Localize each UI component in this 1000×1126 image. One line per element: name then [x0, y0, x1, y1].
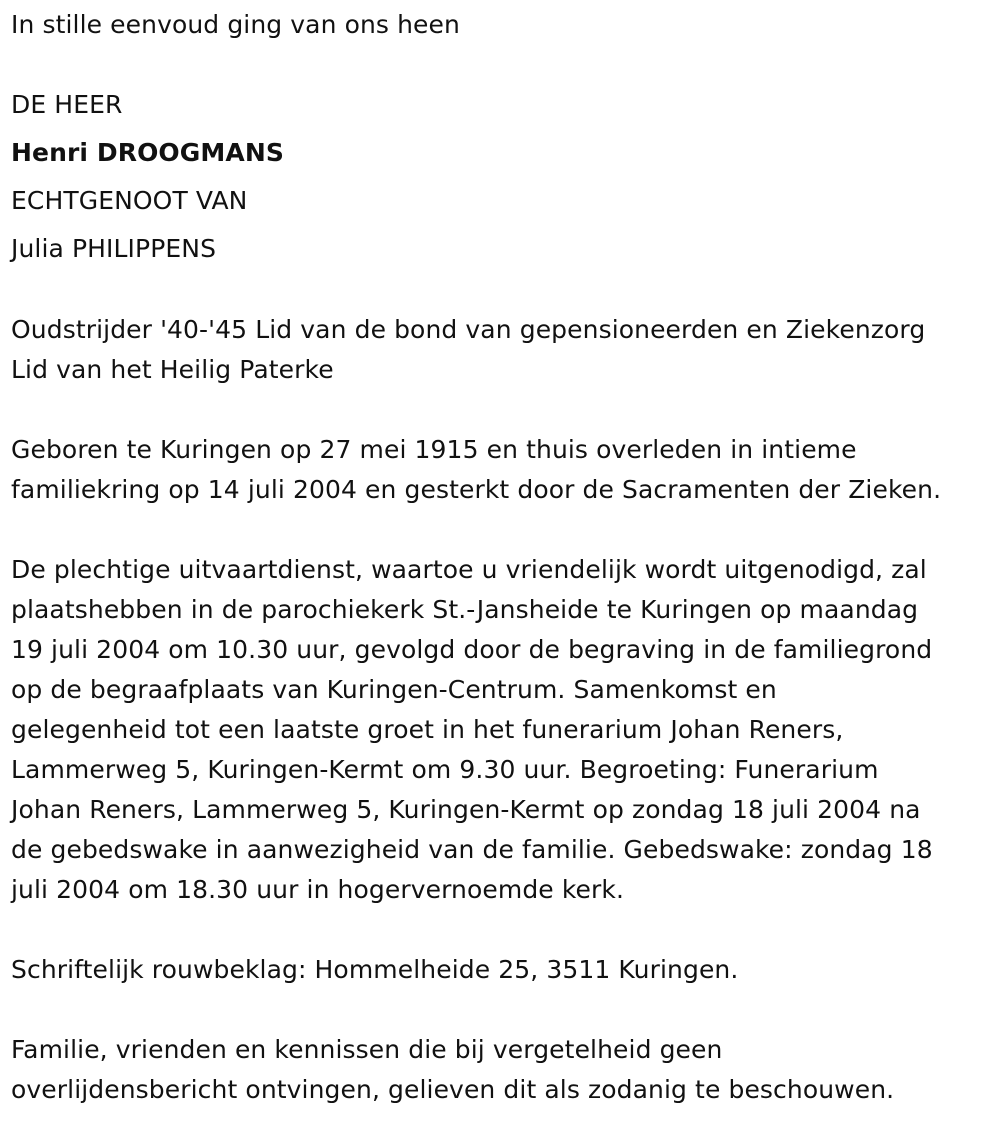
relation-line: ECHTGENOOT VAN [11, 186, 248, 215]
funeral-line: plaatshebben in de parochiekerk St.-Jansheide te Kuringen op maandag [11, 595, 919, 624]
birth-death-line: Geboren te Kuringen op 27 mei 1915 en thuis overleden in intieme [11, 435, 857, 464]
closing-line: overlijdensbericht ontvingen, gelieven dit als zodanig te beschouwen. [11, 1075, 895, 1104]
funeral-line: 19 juli 2004 om 10.30 uur, gevolgd door de begraving in de familiegrond [11, 635, 933, 664]
affiliations-paragraph [11, 310, 996, 390]
intro-line: In stille eenvoud ging van ons heen [11, 10, 460, 39]
funeral-line: De plechtige uitvaartdienst, waartoe u vriendelijk wordt uitgenodigd, zal [11, 555, 927, 584]
spouse-name: Julia PHILIPPENS [11, 234, 217, 263]
deceased-name: Henri DROOGMANS [11, 138, 284, 167]
funeral-paragraph [11, 550, 996, 910]
funeral-line: juli 2004 om 18.30 uur in hogervernoemde kerk. [11, 875, 624, 904]
funeral-line: Lammerweg 5, Kuringen-Kermt om 9.30 uur. Begroeting: Funerarium [11, 755, 879, 784]
title-line: DE HEER [11, 90, 123, 119]
funeral-line: de gebedswake in aanwezigheid van de familie. Gebedswake: zondag 18 [11, 835, 933, 864]
closing-line: Familie, vrienden en kennissen die bij vergetelheid geen [11, 1035, 723, 1064]
birth-death-paragraph [11, 430, 996, 510]
affiliations-line: Oudstrijder '40-'45 Lid van de bond van gepensioneerden en Ziekenzorg [11, 315, 926, 344]
funeral-line: gelegenheid tot een laatste groet in het funerarium Johan Reners, [11, 715, 844, 744]
funeral-line: op de begraafplaats van Kuringen-Centrum. Samenkomst en [11, 675, 777, 704]
affiliations-line: Lid van het Heilig Paterke [11, 355, 334, 384]
closing-paragraph [11, 1030, 996, 1110]
funeral-line: Johan Reners, Lammerweg 5, Kuringen-Kermt op zondag 18 juli 2004 na [11, 795, 921, 824]
birth-death-line: familiekring op 14 juli 2004 en gesterkt door de Sacramenten der Zieken. [11, 475, 942, 504]
condolences-line: Schriftelijk rouwbeklag: Hommelheide 25, 3511 Kuringen. [11, 955, 739, 984]
